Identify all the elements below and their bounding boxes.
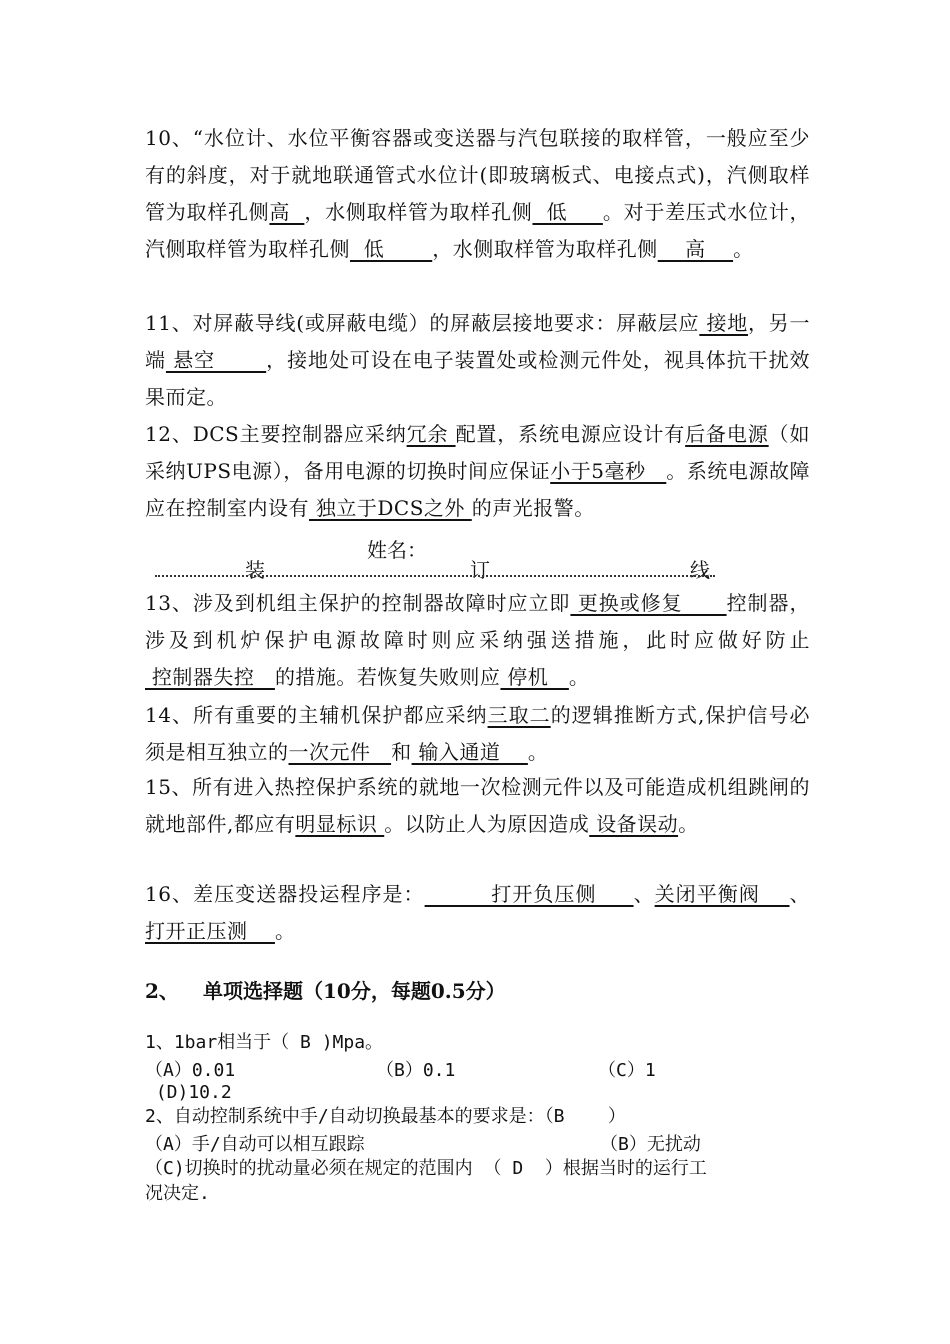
mc1-option-c: （C）1 [598,1060,656,1081]
q15-text-1: 15、所有进入热控保护系统的就地一次检测元件以及可能造成机组跳闸的就地部件,都应有 [145,775,810,836]
q16-answer-1: 打开负压侧 [424,882,634,906]
q14-text-3: 和 [391,740,412,764]
q13-text-1: 13、涉及到机组主保护的控制器故障时应立即 [145,591,571,615]
binding-word-xian: 线 [690,558,710,582]
q15-answer-1: 明显标识 [295,812,385,836]
q15-text-2: 。以防止人为原因造成 [384,812,590,836]
question-11 [145,305,810,416]
q13-text-4: 。 [568,665,590,689]
q16-text-4: 。 [274,919,296,943]
q16-text-1: 16、差压变送器投运程序是： [145,882,425,906]
q12-text-5: 的声光报警。 [471,496,595,520]
mc2-option-c-d-continued: 况决定. [145,1183,210,1204]
q16-text-2: 、 [633,882,655,906]
binding-word-zhuang: 装 [245,558,265,582]
q13-text-3: 的措施。若恢复失败则应 [274,665,501,689]
q12-text-1: 12、DCS主要控制器应采纳 [145,422,407,446]
mc1-question: 1、1bar相当于（ B )Mpa。 [145,1032,384,1053]
q13-answer-2: 控制器失控 [145,665,275,689]
q12-answer-1: 冗余 [406,422,456,446]
question-12 [145,416,810,527]
q13-text-2: 控制器，涉及到机炉保护电源故障时则应采纳强送措施，此时应做好防止 [145,591,810,652]
q11-answer-2: 悬空 [165,348,267,372]
q16-text-3: 、 [789,882,811,906]
q10-text-4: ，水侧取样管为取样孔侧 [432,237,658,261]
mc1-option-b: （B）0.1 [376,1060,456,1081]
q15-answer-2: 设备误动 [589,812,679,836]
q12-text-4: 。系统电源故障应在控制室内设有 [145,459,811,520]
section-heading [145,975,506,1004]
q13-answer-3: 停机 [500,665,569,689]
q16-answer-3: 打开正压测 [145,919,275,943]
binding-name-label: 姓名： [367,538,427,562]
q14-answer-2: 一次元件 [288,740,392,764]
q14-answer-1: 三取二 [487,703,551,727]
q12-answer-2: 后备电源 [685,422,769,446]
mc2-option-b: （B）无扰动 [600,1134,701,1155]
q11-text-2: ，另一端 [145,311,811,372]
mc2-option-c-d: （C)切换时的扰动量必须在规定的范围内 （ D ）根据当时的运行工 [145,1158,707,1179]
q10-answer-4: 高 [657,237,734,261]
question-13 [145,585,810,696]
question-10 [145,120,810,268]
q12-answer-4: 独立于DCS之外 [309,496,472,520]
section-title: 单项选择题（10分，每题0.5分） [203,979,506,1003]
question-14 [145,697,810,771]
q11-text-1: 11、对屏蔽导线(或屏蔽电缆）的屏蔽层接地要求：屏蔽层应 [145,311,700,335]
q11-text-3: ，接地处可设在电子装置处或检测元件处，视具体抗干扰效果而定。 [145,348,811,409]
q15-text-3: 。 [678,812,699,836]
q12-text-2: 配置，系统电源应设计有 [455,422,686,446]
q13-answer-1: 更换或修复 [570,591,727,615]
binding-word-ding: 订 [470,558,490,582]
q10-answer-3: 低 [350,237,433,261]
q10-text-1: 10、“水位计、水位平衡容器或变送器与汽包联接的取样管，一般应至少有的斜度，对于就地联通管式水位计(即玻璃板式、电接点式)，汽侧取样管为取样孔侧 [145,126,810,224]
q14-text-1: 14、所有重要的主辅机保护都应采纳 [145,703,488,727]
q12-text-3: （如采纳UPS电源），备用电源的切换时间应保证 [145,422,811,483]
q10-answer-1: 高 [269,200,305,224]
q14-text-4: 。 [527,740,549,764]
section-number: 2、 [145,979,179,1003]
q16-answer-2: 关闭平衡阀 [654,882,790,906]
q12-answer-3: 小于5毫秒 [550,459,667,483]
q14-text-2: 的逻辑推断方式,保护信号必须是相互独立的 [145,703,811,764]
binding-dotted-line [155,575,715,577]
q11-answer-1: 接地 [699,311,748,335]
q10-text-2: ，水侧取样管为取样孔侧 [304,200,533,224]
question-15 [145,769,810,843]
mc2-option-a: （A）手/自动可以相互跟踪 [145,1134,365,1155]
question-16 [145,876,810,950]
q10-text-3: 。对于差压式水位计，汽侧取样管为取样孔侧 [145,200,811,261]
mc1-option-d: (D)10.2 [145,1082,232,1103]
q10-text-5: 。 [733,237,754,261]
mc1-option-a: （A）0.01 [145,1060,236,1081]
q10-answer-2: 低 [532,200,603,224]
mc2-question: 2、自动控制系统中手/自动切换最基本的要求是：（B ） [145,1106,626,1127]
q14-answer-3: 输入通道 [411,740,528,764]
